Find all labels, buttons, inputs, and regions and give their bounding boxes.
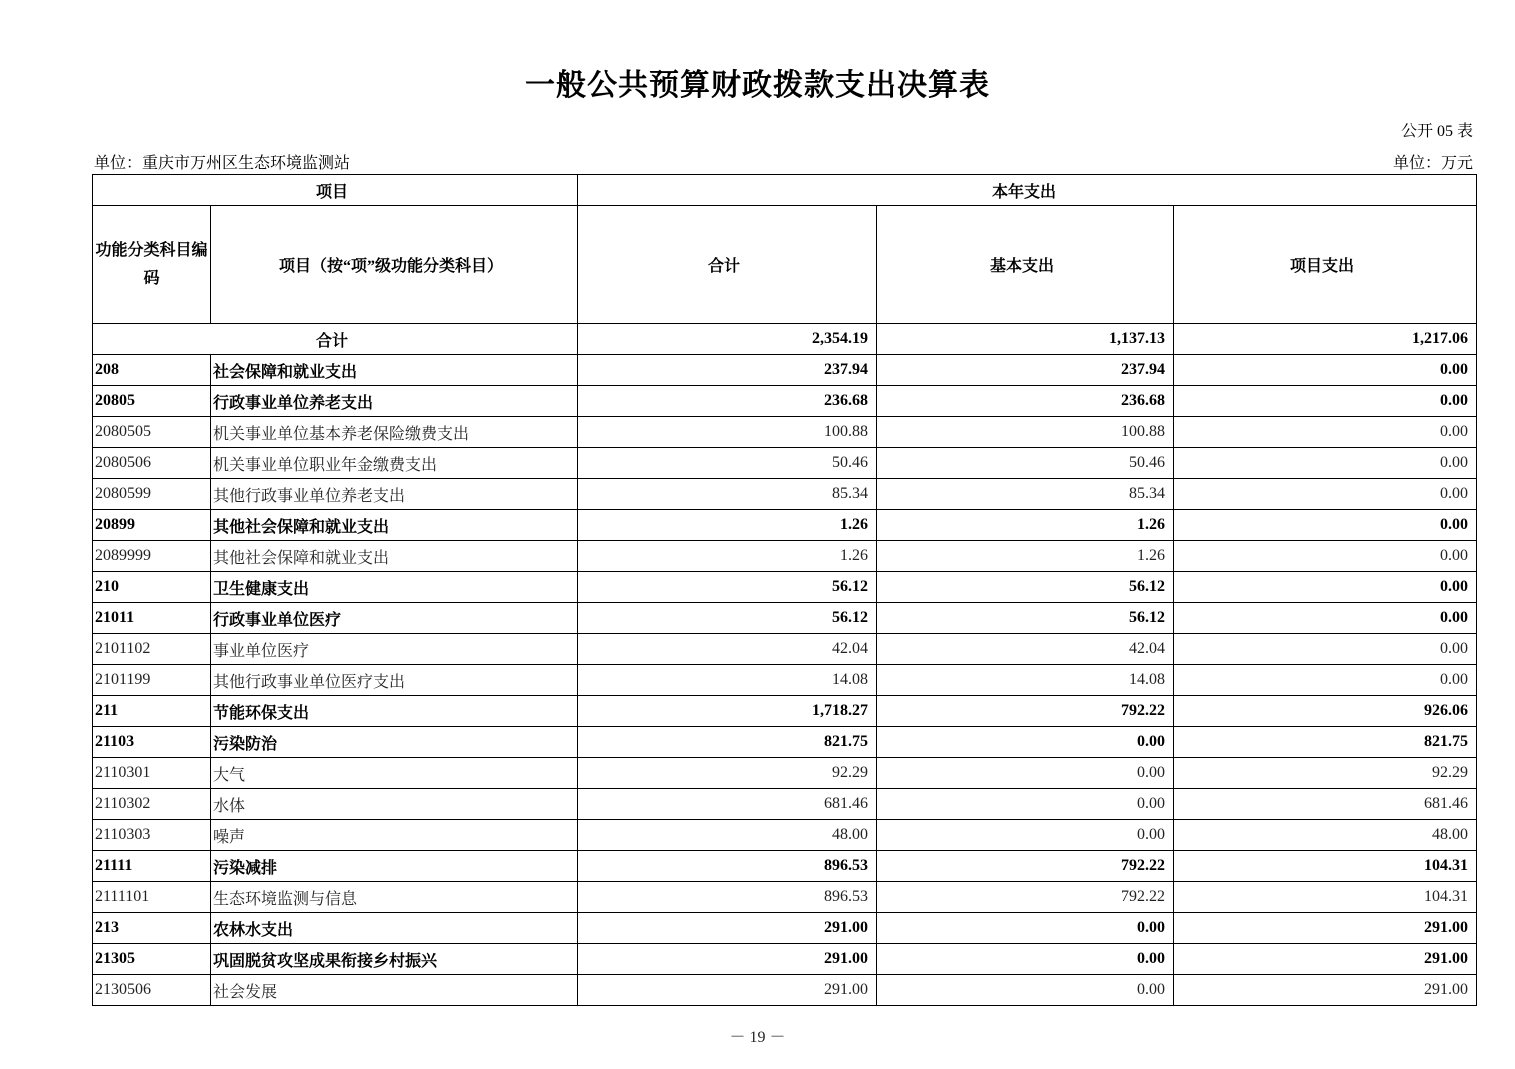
cell-total: 896.53 — [578, 882, 877, 913]
cell-basic: 42.04 — [877, 634, 1174, 665]
cell-name: 生态环境监测与信息 — [211, 882, 578, 913]
cell-project: 104.31 — [1174, 882, 1477, 913]
table-row — [93, 479, 1477, 510]
cell-code: 2111101 — [93, 882, 211, 913]
total-label: 合计 — [93, 324, 578, 355]
cell-basic: 792.22 — [877, 696, 1174, 727]
cell-basic: 0.00 — [877, 758, 1174, 789]
cell-basic: 14.08 — [877, 665, 1174, 696]
table-row — [93, 696, 1477, 727]
cell-total: 92.29 — [578, 758, 877, 789]
total-row — [93, 324, 1477, 355]
cell-project: 291.00 — [1174, 975, 1477, 1006]
cell-code: 208 — [93, 355, 211, 386]
cell-code: 2110301 — [93, 758, 211, 789]
budget-table — [92, 174, 1477, 1006]
cell-project: 926.06 — [1174, 696, 1477, 727]
total-basic: 1,137.13 — [877, 324, 1174, 355]
cell-basic: 237.94 — [877, 355, 1174, 386]
cell-code: 20899 — [93, 510, 211, 541]
cell-name: 巩固脱贫攻坚成果衔接乡村振兴 — [211, 944, 578, 975]
cell-name: 事业单位医疗 — [211, 634, 578, 665]
cell-project: 0.00 — [1174, 665, 1477, 696]
cell-basic: 792.22 — [877, 882, 1174, 913]
cell-total: 681.46 — [578, 789, 877, 820]
table-row — [93, 572, 1477, 603]
cell-basic: 1.26 — [877, 541, 1174, 572]
cell-basic: 0.00 — [877, 944, 1174, 975]
cell-total: 821.75 — [578, 727, 877, 758]
cell-code: 2130506 — [93, 975, 211, 1006]
cell-code: 2110302 — [93, 789, 211, 820]
cell-name: 噪声 — [211, 820, 578, 851]
cell-project: 0.00 — [1174, 634, 1477, 665]
table-row — [93, 851, 1477, 882]
cell-project: 821.75 — [1174, 727, 1477, 758]
cell-total: 100.88 — [578, 417, 877, 448]
table-row — [93, 665, 1477, 696]
cell-project: 0.00 — [1174, 541, 1477, 572]
table-row — [93, 541, 1477, 572]
cell-code: 2101199 — [93, 665, 211, 696]
cell-total: 237.94 — [578, 355, 877, 386]
cell-name: 大气 — [211, 758, 578, 789]
cell-name: 污染减排 — [211, 851, 578, 882]
cell-code: 2080506 — [93, 448, 211, 479]
cell-project: 0.00 — [1174, 448, 1477, 479]
table-row — [93, 355, 1477, 386]
table-row — [93, 758, 1477, 789]
cell-total: 1.26 — [578, 541, 877, 572]
table-row — [93, 727, 1477, 758]
cell-name: 机关事业单位职业年金缴费支出 — [211, 448, 578, 479]
cell-code: 2110303 — [93, 820, 211, 851]
table-row — [93, 417, 1477, 448]
cell-total: 1.26 — [578, 510, 877, 541]
table-row — [93, 634, 1477, 665]
cell-total: 42.04 — [578, 634, 877, 665]
cell-name: 其他行政事业单位医疗支出 — [211, 665, 578, 696]
cell-total: 14.08 — [578, 665, 877, 696]
cell-code: 2080599 — [93, 479, 211, 510]
cell-code: 211 — [93, 696, 211, 727]
cell-basic: 236.68 — [877, 386, 1174, 417]
cell-code: 21111 — [93, 851, 211, 882]
total-project: 1,217.06 — [1174, 324, 1477, 355]
cell-total: 48.00 — [578, 820, 877, 851]
cell-code: 21103 — [93, 727, 211, 758]
cell-basic: 1.26 — [877, 510, 1174, 541]
cell-basic: 0.00 — [877, 820, 1174, 851]
page-title: 一般公共预算财政拨款支出决算表 — [525, 69, 990, 102]
cell-total: 896.53 — [578, 851, 877, 882]
cell-project: 48.00 — [1174, 820, 1477, 851]
cell-project: 92.29 — [1174, 758, 1477, 789]
reporting-unit: 单位：重庆市万州区生态环境监测站 — [94, 155, 351, 172]
cell-name: 机关事业单位基本养老保险缴费支出 — [211, 417, 578, 448]
cell-name: 水体 — [211, 789, 578, 820]
cell-name: 卫生健康支出 — [211, 572, 578, 603]
cell-code: 21011 — [93, 603, 211, 634]
cell-total: 85.34 — [578, 479, 877, 510]
cell-name: 行政事业单位养老支出 — [211, 386, 578, 417]
cell-basic: 56.12 — [877, 572, 1174, 603]
cell-basic: 792.22 — [877, 851, 1174, 882]
header-project-exp: 项目支出 — [1174, 206, 1477, 324]
cell-total: 291.00 — [578, 944, 877, 975]
table-row — [93, 510, 1477, 541]
cell-name: 社会发展 — [211, 975, 578, 1006]
table-row — [93, 882, 1477, 913]
header-basic: 基本支出 — [877, 206, 1174, 324]
table-row — [93, 448, 1477, 479]
cell-name: 其他社会保障和就业支出 — [211, 541, 578, 572]
cell-project: 0.00 — [1174, 417, 1477, 448]
header-total: 合计 — [578, 206, 877, 324]
header-current-year: 本年支出 — [578, 175, 1477, 206]
cell-name: 污染防治 — [211, 727, 578, 758]
cell-project: 0.00 — [1174, 386, 1477, 417]
table-row — [93, 603, 1477, 634]
cell-project: 0.00 — [1174, 572, 1477, 603]
cell-name: 其他社会保障和就业支出 — [211, 510, 578, 541]
cell-total: 291.00 — [578, 975, 877, 1006]
cell-total: 56.12 — [578, 603, 877, 634]
cell-basic: 0.00 — [877, 727, 1174, 758]
cell-name: 节能环保支出 — [211, 696, 578, 727]
total-total: 2,354.19 — [578, 324, 877, 355]
table-number: 公开 05 表 — [1400, 123, 1473, 140]
cell-project: 681.46 — [1174, 789, 1477, 820]
cell-code: 20805 — [93, 386, 211, 417]
cell-basic: 0.00 — [877, 789, 1174, 820]
cell-total: 291.00 — [578, 913, 877, 944]
cell-project: 291.00 — [1174, 944, 1477, 975]
cell-code: 2089999 — [93, 541, 211, 572]
table-row — [93, 386, 1477, 417]
cell-name: 农林水支出 — [211, 913, 578, 944]
cell-code: 21305 — [93, 944, 211, 975]
table-row — [93, 944, 1477, 975]
cell-project: 0.00 — [1174, 510, 1477, 541]
cell-code: 210 — [93, 572, 211, 603]
cell-project: 0.00 — [1174, 479, 1477, 510]
cell-total: 56.12 — [578, 572, 877, 603]
cell-project: 104.31 — [1174, 851, 1477, 882]
table-row — [93, 789, 1477, 820]
cell-basic: 56.12 — [877, 603, 1174, 634]
table-row — [93, 913, 1477, 944]
header-code: 功能分类科目编码 — [93, 206, 211, 324]
currency-unit: 单位：万元 — [1392, 155, 1473, 172]
cell-code: 2101102 — [93, 634, 211, 665]
cell-name: 社会保障和就业支出 — [211, 355, 578, 386]
cell-total: 236.68 — [578, 386, 877, 417]
cell-project: 291.00 — [1174, 913, 1477, 944]
cell-name: 行政事业单位医疗 — [211, 603, 578, 634]
cell-code: 2080505 — [93, 417, 211, 448]
cell-basic: 100.88 — [877, 417, 1174, 448]
cell-code: 213 — [93, 913, 211, 944]
cell-project: 0.00 — [1174, 355, 1477, 386]
cell-total: 50.46 — [578, 448, 877, 479]
cell-basic: 50.46 — [877, 448, 1174, 479]
header-name: 项目（按“项”级功能分类科目） — [211, 206, 578, 324]
cell-basic: 0.00 — [877, 913, 1174, 944]
table-row — [93, 975, 1477, 1006]
cell-basic: 85.34 — [877, 479, 1174, 510]
page-number: － 19 － — [729, 1029, 786, 1046]
header-project: 项目 — [93, 175, 578, 206]
cell-total: 1,718.27 — [578, 696, 877, 727]
table-row — [93, 820, 1477, 851]
cell-name: 其他行政事业单位养老支出 — [211, 479, 578, 510]
cell-project: 0.00 — [1174, 603, 1477, 634]
cell-basic: 0.00 — [877, 975, 1174, 1006]
